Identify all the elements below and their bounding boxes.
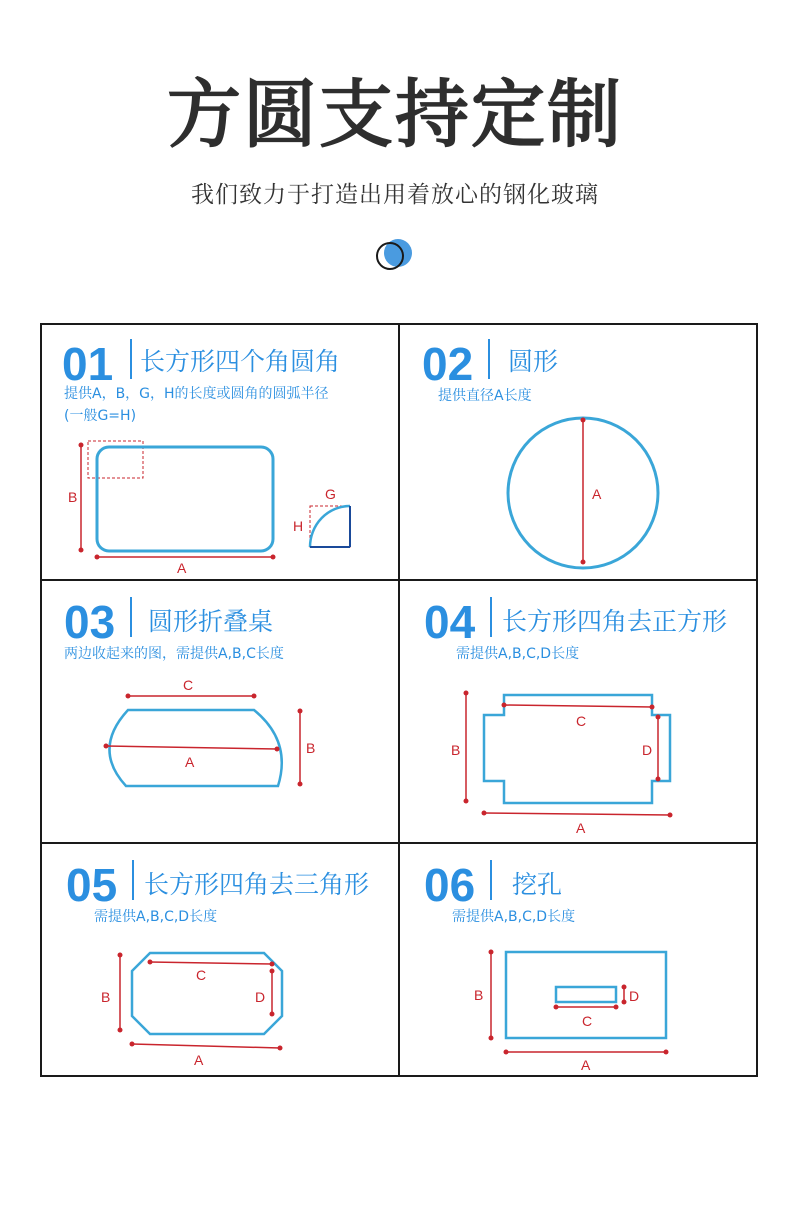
label-b: B [306, 740, 316, 756]
page-title: 方圆支持定制 [167, 72, 623, 158]
cell-title: 圆形 [508, 347, 559, 376]
circle-decoration-icon [372, 234, 418, 274]
hole-cutout-diagram [400, 844, 756, 1077]
cell-circle [400, 325, 756, 580]
label-b: B [68, 489, 78, 505]
notched-rectangle-diagram [400, 581, 756, 842]
cut-corner-rectangle-diagram [42, 844, 398, 1077]
label-a: A [194, 1052, 204, 1068]
cell-notched-rectangle [400, 581, 756, 842]
cell-title: 挖孔 [512, 870, 563, 899]
label-b: B [474, 987, 484, 1003]
label-h: H [293, 518, 304, 534]
cell-description: 需提供A,B,C,D长度 [456, 646, 580, 662]
cell-description: 两边收起来的图，需提供A,B,C长度 [64, 646, 284, 662]
cell-description: 需提供A,B,C,D长度 [452, 909, 576, 925]
cell-description: 需提供A,B,C,D长度 [94, 909, 218, 925]
cell-number: 05 [66, 859, 118, 911]
label-d: D [629, 988, 640, 1004]
label-g: G [325, 486, 336, 502]
cell-title: 长方形四个角圆角 [140, 347, 341, 376]
label-a: A [592, 486, 602, 502]
label-c: C [576, 713, 587, 729]
cell-number: 04 [424, 596, 476, 648]
cell-number: 03 [64, 596, 116, 648]
label-d: D [255, 989, 266, 1005]
cell-title: 圆形折叠桌 [148, 607, 274, 636]
cell-rounded-rectangle [42, 325, 398, 580]
cell-title: 长方形四角去正方形 [502, 607, 728, 636]
cell-number: 01 [62, 338, 114, 390]
label-a: A [185, 754, 195, 770]
label-a: A [177, 560, 187, 576]
circle-diagram [400, 325, 756, 580]
cell-cut-corner-rectangle [42, 844, 398, 1077]
cell-number: 02 [422, 338, 474, 390]
page-subtitle: 我们致力于打造出用着放心的钢化玻璃 [191, 182, 599, 208]
folding-table-diagram [42, 581, 398, 842]
label-b: B [101, 989, 111, 1005]
label-a: A [576, 820, 586, 836]
label-c: C [183, 677, 194, 693]
label-b: B [451, 742, 461, 758]
shape-grid [40, 323, 758, 1077]
cell-folding-table [42, 581, 398, 842]
cell-description: 提供A，B，G，H的长度或圆角的圆弧半径 (一般G=H) [64, 386, 329, 424]
label-c: C [582, 1013, 593, 1029]
cell-hole-cutout [400, 844, 756, 1077]
cell-title: 长方形四角去三角形 [144, 870, 370, 899]
cell-number: 06 [424, 859, 476, 911]
rounded-rectangle-diagram [42, 325, 398, 580]
label-d: D [642, 742, 653, 758]
label-c: C [196, 967, 207, 983]
cell-description: 提供直径A长度 [438, 388, 532, 404]
label-a: A [581, 1057, 591, 1073]
